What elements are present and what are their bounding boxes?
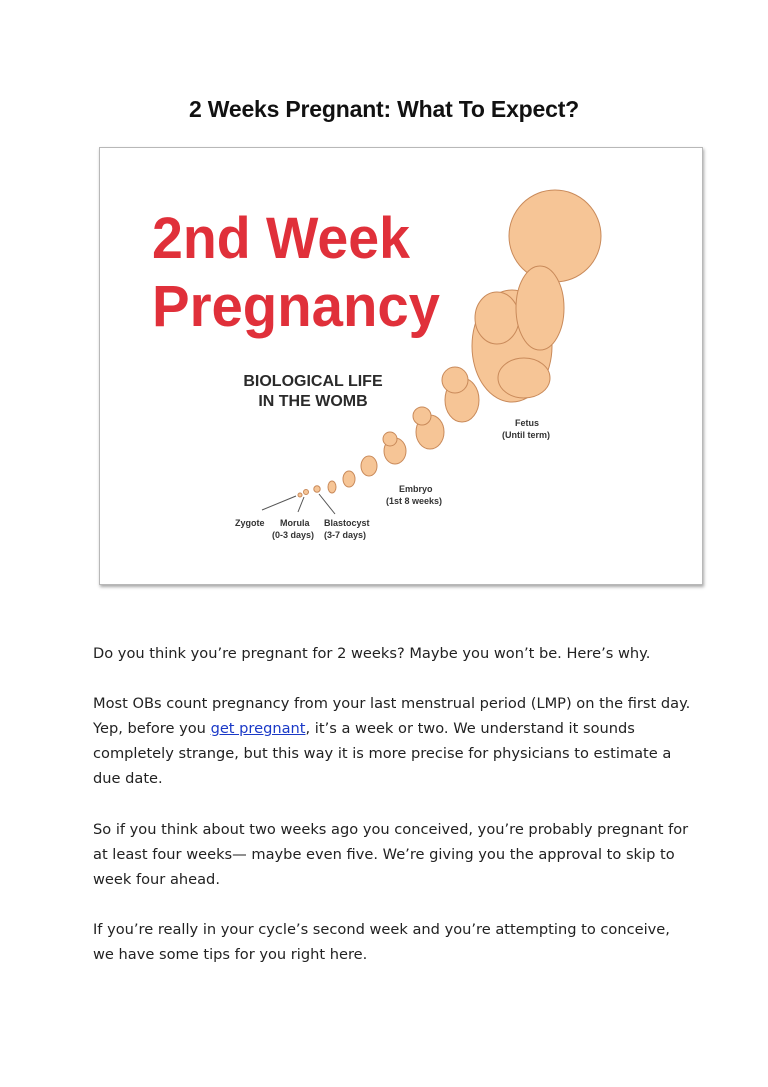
fetus-figure (472, 190, 601, 402)
embryo-stage-3 (361, 456, 377, 476)
paragraph-second-week: If you’re really in your cycle’s second week and you’re attempting to conceive, we have some tips for you right here. (93, 921, 670, 963)
infographic-heading-line2: Pregnancy (152, 274, 440, 339)
page-title: 2 Weeks Pregnant: What To Expect? (188, 96, 579, 122)
paragraph-lmp-text-2: , it’s a week or two. We understand it sounds completely strange, but this way it is more precise for physicians to estimate a due date. (93, 720, 672, 787)
paragraph-lmp-text-1: Most OBs count pregnancy from your last menstrual period (LMP) on the first day. Yep, before you (93, 695, 691, 737)
label-morula-days: (0-3 days) (272, 530, 315, 540)
label-blastocyst-days: (3-7 days) (324, 530, 367, 540)
label-zygote: Zygote (235, 518, 265, 528)
embryo-stage-6 (442, 367, 479, 422)
label-fetus-term: (Until term) (502, 430, 550, 440)
zygote-cell (298, 493, 302, 497)
embryo-stage-4 (383, 432, 406, 464)
pregnancy-infographic (99, 147, 703, 585)
label-embryo-weeks: (1st 8 weeks) (386, 496, 443, 506)
embryo-stage-2 (343, 471, 355, 487)
paragraph-conceived: So if you think about two weeks ago you conceived, you’re probably pregnant for at least four weeks— maybe even five. We’re giving you the approval to skip to week four ahead. (93, 821, 689, 888)
morula-cell (304, 490, 309, 495)
infographic-heading-line1: 2nd Week (152, 206, 411, 271)
label-blastocyst: Blastocyst (324, 518, 370, 528)
infographic-subheading-line2: IN THE WOMB (258, 393, 368, 410)
paragraph-lmp (93, 691, 693, 791)
paragraph-intro: Do you think you’re pregnant for 2 weeks? Maybe you won’t be. Here’s why. (93, 645, 651, 662)
get-pregnant-link[interactable]: get pregnant (210, 720, 306, 737)
infographic-subheading-line1: BIOLOGICAL LIFE (243, 373, 383, 390)
embryo-stage-1 (328, 481, 336, 493)
embryo-stage-5 (413, 407, 444, 449)
label-embryo: Embryo (399, 484, 433, 494)
blastocyst-cell (314, 486, 320, 492)
label-fetus: Fetus (515, 418, 540, 428)
label-morula: Morula (280, 518, 310, 528)
